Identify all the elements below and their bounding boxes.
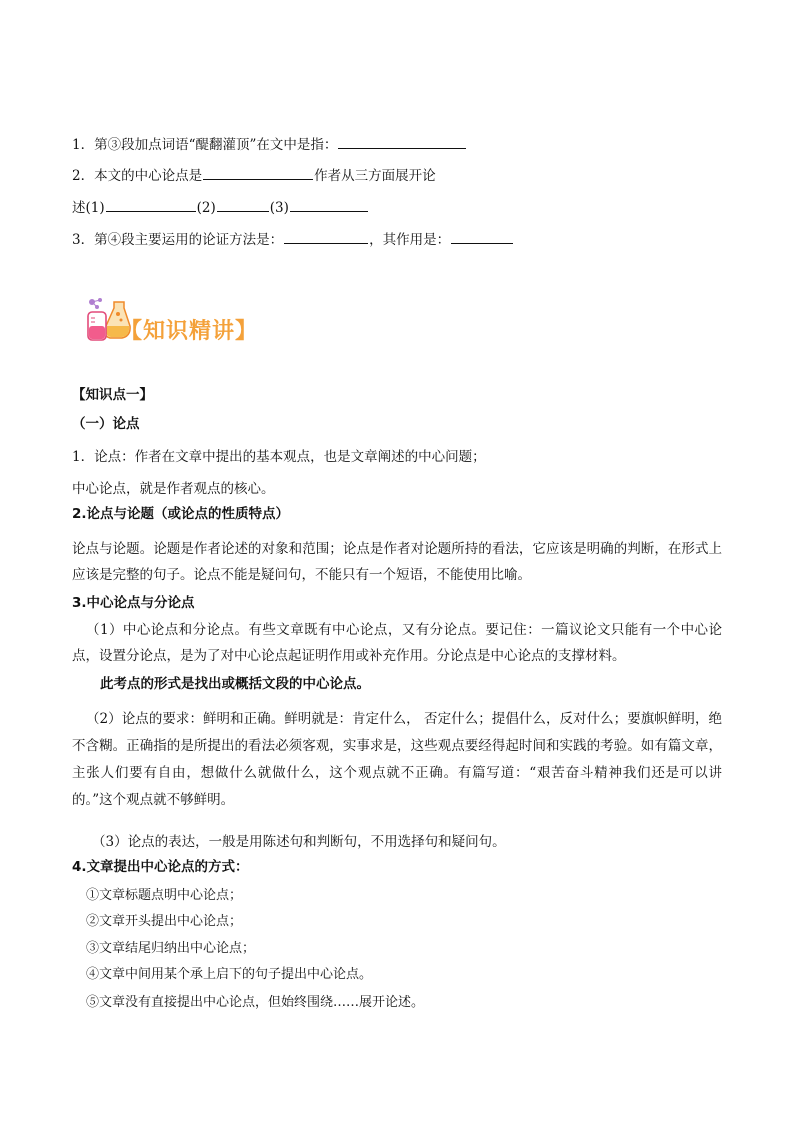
answer-blank[interactable]	[217, 197, 269, 212]
item2-body: 论点与论题。论题是作者论述的对象和范围；论点是作者对论题所持的看法，它应该是明确的判断，在形式上应该是完整的句子。论点不能是疑问句，不能只有一个短语，不能使用比喻。	[72, 541, 722, 583]
item1-line1: 1．论点：作者在文章中提出的基本观点，也是文章阐述的中心问题；	[72, 449, 486, 465]
answer-blank[interactable]	[203, 165, 313, 180]
item1-line2: 中心论点，就是作者观点的核心。	[72, 481, 275, 497]
answer-blank[interactable]	[106, 197, 196, 212]
way-item: ④文章中间用某个承上启下的句子提出中心论点。	[86, 967, 373, 982]
question-1-text: 1．第③段加点词语“醍翻灌顶”在文中是指：	[72, 137, 338, 153]
point-heading: 【知识点一】	[72, 387, 153, 403]
way-item: ⑤文章没有直接提出中心论点，但始终围绕……展开论述。	[86, 995, 425, 1010]
item3-paragraph-3: （3）论点的表达，一般是用陈述句和判断句，不用选择句和疑问句。	[92, 834, 506, 850]
item4-heading: 4.文章提出中心论点的方式：	[72, 859, 249, 875]
question-2-continued	[72, 197, 369, 217]
section-banner	[84, 296, 284, 352]
sub-heading: （一）论点	[72, 416, 140, 432]
answer-blank[interactable]	[284, 229, 368, 244]
answer-blank[interactable]	[290, 197, 368, 212]
question-2-label-3: (3)	[269, 200, 289, 216]
answer-blank[interactable]	[451, 229, 513, 244]
way-item: ①文章标题点明中心论点；	[86, 888, 243, 903]
question-3-text: 3．第④段主要运用的论证方法是：	[72, 232, 284, 248]
section-title: 【知识精讲】	[120, 319, 259, 344]
way-item: ②文章开头提出中心论点；	[86, 914, 243, 929]
item3-heading: 3.中心论点与分论点	[72, 595, 195, 611]
question-2	[72, 165, 436, 185]
way-item: ③文章结尾归纳出中心论点；	[86, 941, 256, 956]
question-2-cont-text: 述(1)	[72, 200, 105, 216]
item2-heading: 2.论点与论题（或论点的性质特点）	[72, 506, 290, 522]
answer-blank[interactable]	[338, 134, 466, 149]
question-1	[72, 134, 467, 154]
item3-paragraph-1: （1）中心论点和分论点。有些文章既有中心论点，又有分论点。要记住：一篇议论文只能有一个中心论点，设置分论点，是为了对中心论点起证明作用或补充作用。分论点是中心论点的支撑材料。	[72, 622, 722, 664]
question-2-text: 2．本文的中心论点是	[72, 168, 203, 184]
question-3-mid: ，其作用是：	[369, 232, 451, 248]
question-2-suffix: 作者从三方面展开论	[314, 168, 436, 184]
question-2-label-2: (2)	[196, 200, 216, 216]
question-3	[72, 229, 514, 249]
item3-paragraph-2: （2）论点的要求：鲜明和正确。鲜明就是：肯定什么， 否定什么；提倡什么，反对什么；要旗帜鲜明，绝不含糊。正确指的是所提出的看法必须客观，实事求是，这些观点要经得起时间和实践的考验。如有篇文章，主张人们要有自由，想做什么就做什么，这个观点就不正确。有篇写道：“艰苦奋斗精神我们还是可以讲的。”这个观点就不够鲜明。	[72, 711, 722, 808]
item3-emphasis: 此考点的形式是找出或概括文段的中心论点。	[100, 676, 370, 692]
